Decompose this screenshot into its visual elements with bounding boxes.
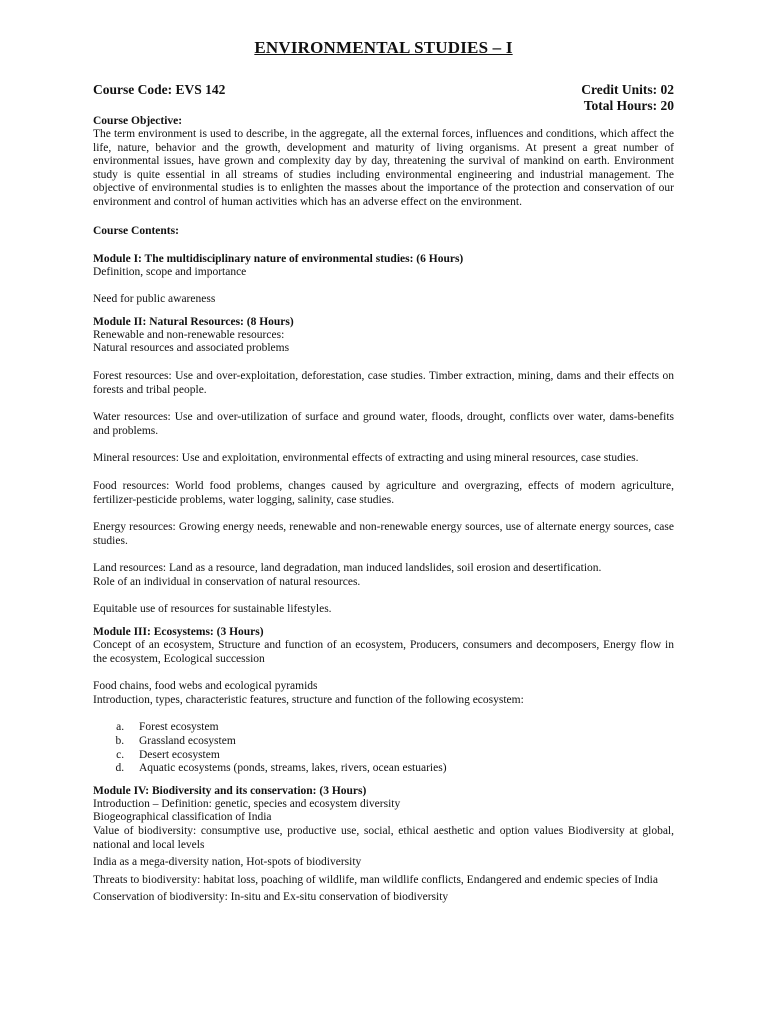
- objective-text: The term environment is used to describe, in the aggregate, all the external forces, influences and conditions, which affect the life, nature, behavior and the growth, development and maturity of living organisms. At present a great number of environmental issues, have grown and complexity day by day, threatening the survival of mankind on earth. Environment study is quite essential in all streams of studies including environmental engineering and industrial management. The objective of environmental studies is to enlighten the masses about the importance of the protection and conservation of our environment and control of human activities which has an adverse effect on the environment.: [93, 128, 674, 208]
- module-4-line: Conservation of biodiversity: In-situ and Ex-situ conservation of biodiversity: [93, 891, 449, 904]
- page-title: ENVIRONMENTAL STUDIES – I: [254, 38, 513, 57]
- contents-heading: Course Contents:: [93, 224, 179, 237]
- objective-heading: Course Objective:: [93, 115, 183, 127]
- module-2-paragraph: Energy resources: Growing energy needs, renewable and non-renewable energy sources, use of alternate energy sources, case studies.: [93, 521, 674, 547]
- module-2-intro: Renewable and non-renewable resources:: [93, 328, 285, 341]
- module-3-line: Food chains, food webs and ecological pyramids: [93, 680, 318, 693]
- module-2-paragraph: Forest resources: Use and over-exploitation, deforestation, case studies. Timber extraction, mining, dams and their effects on forests and tribal people.: [93, 369, 674, 396]
- ecosystem-list: [93, 721, 674, 775]
- module-2-intro: Natural resources and associated problems: [93, 342, 290, 355]
- module-4-line: Threats to biodiversity: habitat loss, poaching of wildlife, man wildlife conflicts, Endangered and endemic species of India: [93, 873, 658, 886]
- module-3-paragraph: Concept of an ecosystem, Structure and function of an ecosystem, Producers, consumers and decomposers, Energy flow in the ecosystem, Ecological succession: [93, 639, 674, 665]
- list-item: d. Aquatic ecosystems (ponds, streams, lakes, rivers, ocean estuaries): [127, 762, 674, 776]
- module-2-paragraph: Water resources: Use and over-utilization of surface and ground water, floods, drought, conflicts over water, dams-benefits and problems.: [93, 411, 674, 437]
- module-4-line: India as a mega-diversity nation, Hot-spots of biodiversity: [93, 856, 362, 869]
- course-units-hours: [581, 82, 674, 114]
- module-3-line: Introduction, types, characteristic features, structure and function of the following ecosystem:: [93, 693, 524, 706]
- list-item: a. Forest ecosystem: [127, 721, 674, 735]
- total-hours: Total Hours: 20: [583, 98, 674, 113]
- module-2-paragraph: Food resources: World food problems, changes caused by agriculture and overgrazing, effects of modern agriculture, fertilizer-pesticide problems, water logging, salinity, case studies.: [93, 479, 674, 506]
- credit-units: Credit Units: 02: [581, 82, 674, 97]
- module-1-line: Definition, scope and importance: [93, 265, 247, 278]
- module-4-line: Introduction – Definition: genetic, species and ecosystem diversity: [93, 797, 401, 810]
- module-2-paragraph: Mineral resources: Use and exploitation, environmental effects of extracting and using mineral resources, case studies.: [93, 452, 639, 465]
- module-1-line: Need for public awareness: [93, 293, 216, 306]
- module-2-equitable: Equitable use of resources for sustainable lifestyles.: [93, 603, 332, 616]
- module-1-heading: Module I: The multidisciplinary nature of environmental studies: (6 Hours): [93, 252, 464, 265]
- module-2-heading: Module II: Natural Resources: (8 Hours): [93, 315, 294, 328]
- module-4-heading: Module IV: Biodiversity and its conservation: (3 Hours): [93, 784, 367, 797]
- list-item: c. Desert ecosystem: [127, 749, 674, 763]
- module-4-line: Biogeographical classification of India: [93, 811, 272, 824]
- module-2-land: Land resources: Land as a resource, land degradation, man induced landslides, soil erosion and desertification.: [93, 562, 602, 575]
- module-3-heading: Module III: Ecosystems: (3 Hours): [93, 626, 264, 639]
- module-2-land: Role of an individual in conservation of natural resources.: [93, 575, 361, 588]
- module-4-line: Value of biodiversity: consumptive use, productive use, social, ethical aesthetic and option values Biodiversity at global, national and local levels: [93, 825, 674, 851]
- course-code: Course Code: EVS 142: [93, 82, 226, 97]
- list-item: b. Grassland ecosystem: [127, 735, 674, 749]
- course-meta: [93, 82, 674, 114]
